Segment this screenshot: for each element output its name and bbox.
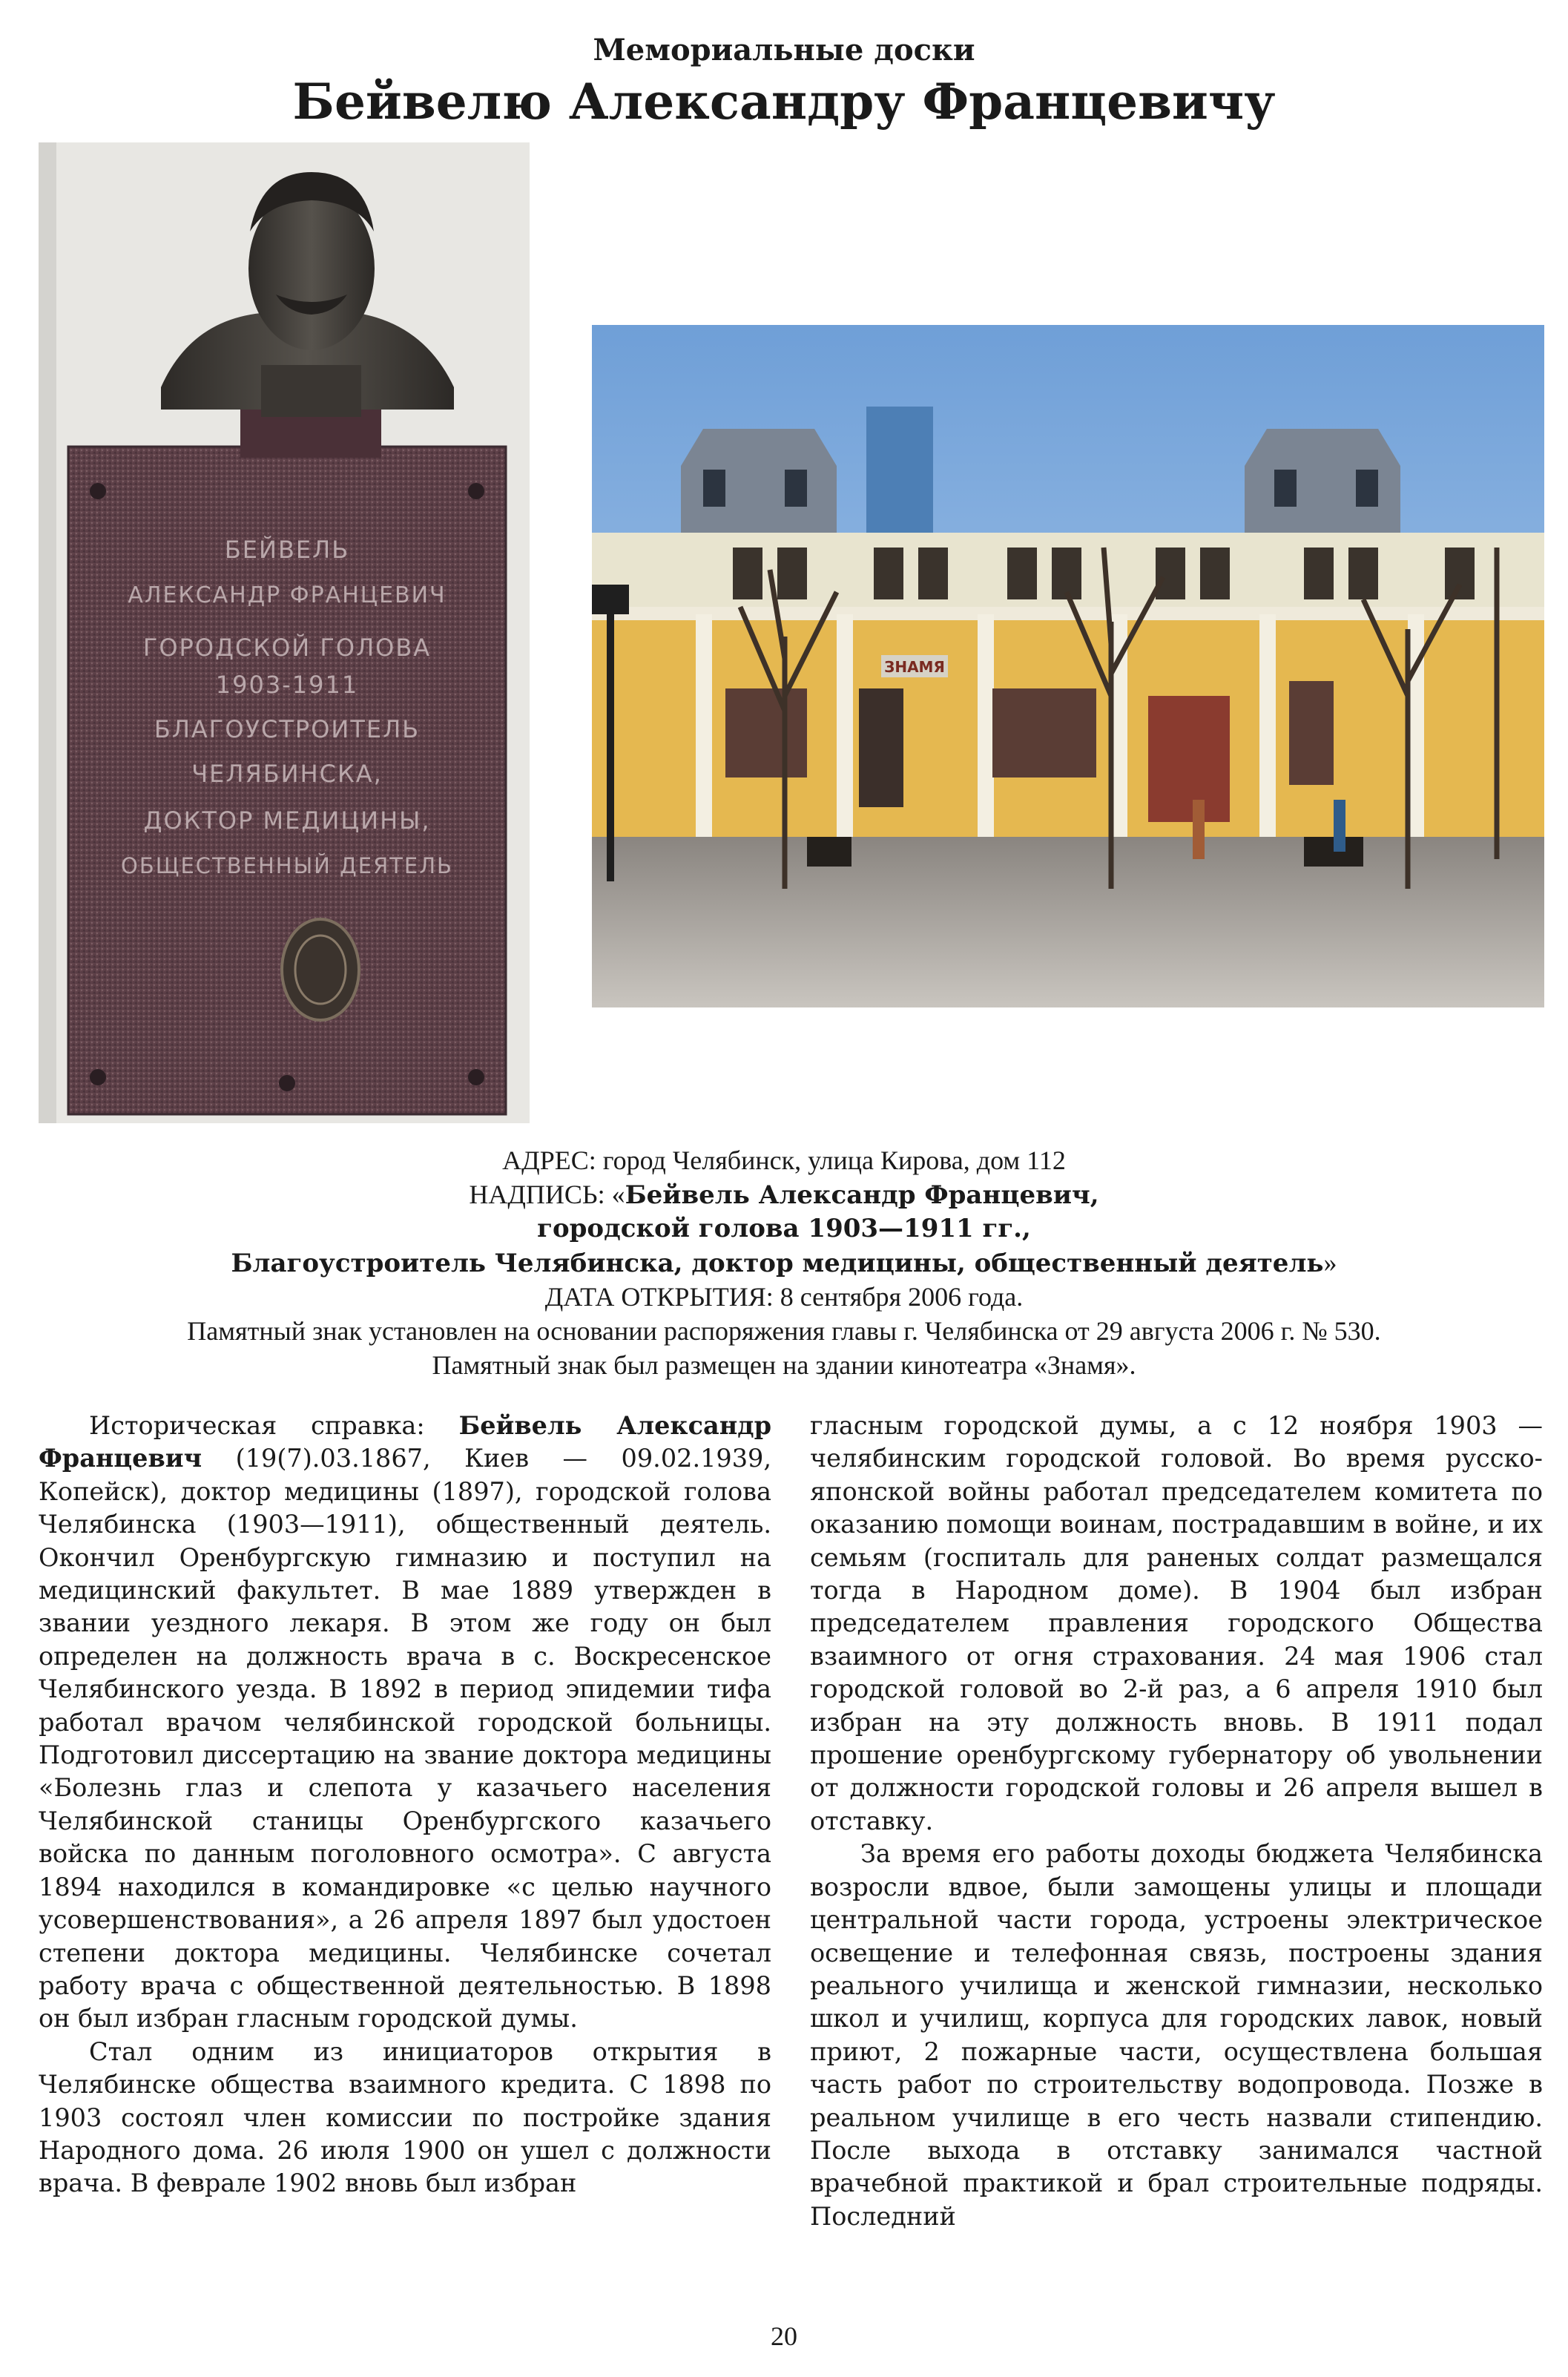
section-heading: Мемориальные доски <box>593 33 975 68</box>
opening-date: ДАТА ОТКРЫТИЯ: 8 сентября 2006 года. <box>544 1282 1024 1312</box>
inscription-line-2: городской голова 1903—1911 гг., <box>537 1214 1031 1243</box>
inscription-label: НАДПИСЬ: « <box>469 1180 625 1209</box>
paragraph-2-continued: гласным городской думы, а с 12 ноября 1903 — челябинским городской головой. Во время русско-японской войны работал председателем комитета по оказанию помощи воинам, пострадавшим в войне, и их семьям (госпиталь для раненых солдат размещался тогда в Народном доме). В 1904 был избран председателем правления городского Общества взаимного от огня страхования. 24 мая 1906 стал городской головой во 2-й раз, а 6 апреля 1910 был избран на эту должность вновь. В 1911 подал прошение оренбургскому губернатору об увольнении от должности городской головы и 26 апреля вышел в отставку. <box>810 1411 1543 1835</box>
paragraph-3: За время его работы доходы бюджета Челябинска возросли вдвое, были замощены улицы и площади центральной части города, устроены электрическое освещение и телефонная связь, построены здания реального училища и женской гимназии, несколько школ и училищ, корпуса для городских лавок, новый приют, 2 пожарные части, осуществлена большая часть работ по строительству водопровода. Позже в реальном училище в его честь назвали стипендию. После выхода в отставку занимался частной врачебной практикой и брал строительные подряды. Последний <box>810 1839 1543 2231</box>
building-photo <box>592 325 1544 1007</box>
inscription-close: » <box>1323 1248 1337 1278</box>
plaque-line-1: БЕЙВЕЛЬ <box>224 536 350 564</box>
body-column-right <box>810 1410 1543 2233</box>
paragraph-1-text: (19(7).03.1867, Киев — 09.02.1939, Копейск), доктор медицины (1897), городской голова Челябинска (1903—1911), общественный деятель. Окончил Оренбургскую гимназию и поступил на медицинский факультет. В мае 1889 утвержден в звании уездного лекаря. В этом же году он был определен на должность врача в с. Воскресенское Челябинского уезда. В 1892 в период эпидемии тифа работал врачом челябинской городской больницы. Подготовил диссертацию на звание доктора медицины «Болезнь глаз и слепота у казачьего населения Челябинской станицы Оренбургского казачьего войска по данным поголовного осмотра». С августа 1894 находился в командировке «с целью научного усовершенствования», а 26 апреля 1897 был удостоен степени доктора медицины. Челябинске сочетал работу врача с общественной деятельностью. В 1898 он был избран гласным городской думы. <box>39 1444 771 2034</box>
body-column-left <box>39 1410 771 2200</box>
inscription-line-3 <box>0 1246 1568 1280</box>
paragraph-biography <box>39 1410 771 2036</box>
plaque-line-3: ГОРОДСКОЙ ГОЛОВА <box>142 634 432 662</box>
cinema-building-illustration <box>592 325 1544 1007</box>
paragraph-2: Стал одним из инициаторов открытия в Челябинске общества взаимного кредита. С 1898 по 1903 состоял член комиссии по постройке здания Народного дома. 26 июля 1900 он ушел с должности врача. В феврале 1902 вновь был избран <box>39 2036 771 2198</box>
plaque-line-2: АЛЕКСАНДР ФРАНЦЕВИЧ <box>128 582 447 608</box>
page-number: 20 <box>771 2321 797 2351</box>
inscription-text-1: Бейвель Александр Францевич, <box>625 1180 1099 1210</box>
plaque-line-8: ОБЩЕСТВЕННЫЙ ДЕЯТЕЛЬ <box>121 853 453 878</box>
plaque-illustration <box>39 142 530 1123</box>
placement-note: Памятный знак был размещен на здании кинотеатра «Знамя». <box>432 1350 1136 1380</box>
plaque-photo <box>39 142 530 1123</box>
address-line: АДРЕС: город Челябинск, улица Кирова, дом 112 <box>502 1145 1066 1175</box>
inscription-line-1 <box>0 1178 1568 1211</box>
installation-basis: Памятный знак установлен на основании распоряжения главы г. Челябинска от 29 августа 2006 г. № 530. <box>187 1316 1381 1346</box>
cinema-sign: ЗНАМЯ <box>884 658 945 676</box>
plaque-line-4: 1903-1911 <box>215 671 359 699</box>
inscription-text-3: Благоустроитель Челябинска, доктор медицины, общественный деятель <box>231 1249 1324 1278</box>
plaque-line-7: ДОКТОР МЕДИЦИНЫ, <box>143 806 431 835</box>
person-name: Бейвель Александр Францевич <box>39 1411 772 1473</box>
history-label: Историческая справка: <box>89 1411 459 1440</box>
plaque-line-6: ЧЕЛЯБИНСКА, <box>191 760 383 788</box>
page-title: Бейвелю Александру Францевичу <box>292 73 1276 131</box>
plaque-line-5: БЛАГОУСТРОИТЕЛЬ <box>154 715 421 743</box>
